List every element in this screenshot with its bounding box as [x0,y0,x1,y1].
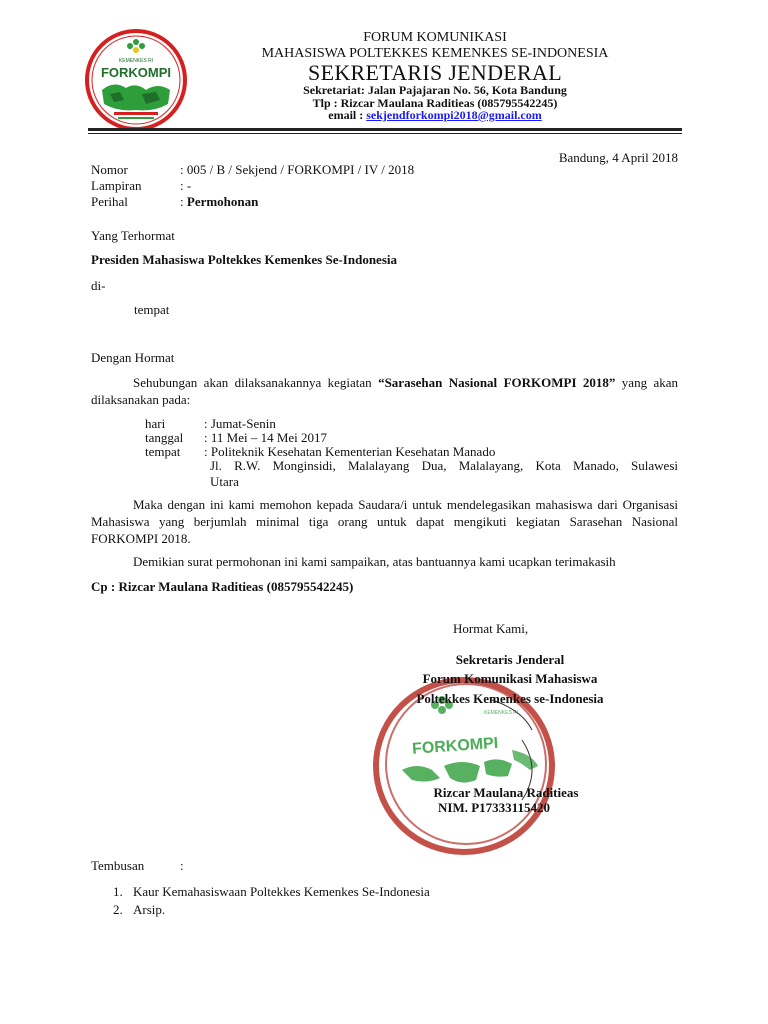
header-rule-thick [88,128,682,131]
meta-label: Perihal [91,194,128,209]
stamp-top-text: KEMENKES RI [484,710,519,716]
forkompi-logo [84,28,188,132]
meta-label: Nomor [91,162,128,177]
letterhead-email-line [200,108,670,123]
greeting: Dengan Hormat [91,350,175,365]
signer-title-3: Poltekkes Kemenkes se-Indonesia [416,691,604,706]
letterhead-address: Sekretariat: Jalan Pajajaran No. 56, Kota Bandung [303,83,567,97]
header-rule-thin [88,133,682,134]
logo-name: FORKOMPI [100,65,172,80]
recipient: Presiden Mahasiswa Poltekkes Kemenkes Se-Indonesia [91,252,397,267]
venue-address-2: Utara [210,474,239,489]
detail-label: tanggal [145,430,184,445]
paragraph-3: Demikian surat permohonan ini kami sampaikan, atas bantuannya kami ucapkan terimakasih [133,554,616,569]
detail-value: : Jumat-Senin [204,416,276,431]
signer-nim: NIM. P17333115420 [438,800,550,815]
stamp-name: FORKOMPI [411,734,499,758]
meta-label: Lampiran [91,178,142,193]
signer-name: Rizcar Maulana Raditieas [433,785,579,800]
signer-title-2: Forum Komunikasi Mahasiswa [422,671,598,686]
para1-after: yang akan dilaksanakan pada: [91,375,679,407]
cc-colon: : [180,858,184,873]
logo-top-text: KEMENKES RI [118,58,154,64]
list-number: 1. [113,884,123,899]
list-text: Arsip. [133,902,166,917]
event-name: “Sarasehan Nasional FORKOMPI 2018” [378,375,616,390]
para1-before: Sehubungan akan dilaksanakannya kegiatan [133,375,379,390]
letterhead-title: SEKRETARIS JENDERAL [308,60,562,85]
meta-subject: Permohonan [186,194,259,209]
meta-value: : - [180,178,192,193]
detail-value: : 11 Mei – 14 Mei 2017 [204,430,328,445]
detail-label: tempat [145,444,181,459]
meta-value: : 005 / B / Sekjend / FORKOMPI / IV / 2018 [180,162,415,177]
list-number: 2. [113,902,123,917]
meta-value [180,194,258,210]
detail-value: : Politeknik Kesehatan Kementerian Kesehatan Manado [204,444,496,459]
closing: Hormat Kami, [453,621,529,636]
letterhead-line-2: MAHASISWA POLTEKKES KEMENKES SE-INDONESIA [261,46,609,61]
letterhead-phone: Tlp : Rizcar Maulana Raditieas (085795542245) [312,96,558,110]
di-label: di- [91,278,106,293]
email-label: email : [328,108,367,122]
salutation: Yang Terhormat [91,228,175,243]
signer-title-1: Sekretaris Jenderal [455,652,565,667]
list-text: Kaur Kemahasiswaan Poltekkes Kemenkes Se-Indonesia [133,884,430,899]
detail-label: hari [145,416,166,431]
paragraph-2: Maka dengan ini kami memohon kepada Saudara/i untuk mendelegasikan mahasiswa dari Organisasi Mahasiswa yang berjumlah minimal tiga orang untuk dapat mengikuti kegiatan Sarasehan Nasional FORKOMPI 2018. [91,497,678,546]
cc-label: Tembusan [91,858,145,873]
letter-date: Bandung, 4 April 2018 [558,150,678,165]
email-link[interactable]: sekjendforkompi2018@gmail.com [366,108,542,122]
paragraph-1 [91,374,678,408]
contact-person: Cp : Rizcar Maulana Raditieas (085795542245) [91,579,354,594]
tempat-label: tempat [134,302,170,317]
meta-colon: : [180,194,187,209]
venue-address: Jl. R.W. Monginsidi, Malalayang Dua, Malalayang, Kota Manado, Sulawesi [210,458,678,473]
letterhead-line-1: FORUM KOMUNIKASI [363,30,507,45]
